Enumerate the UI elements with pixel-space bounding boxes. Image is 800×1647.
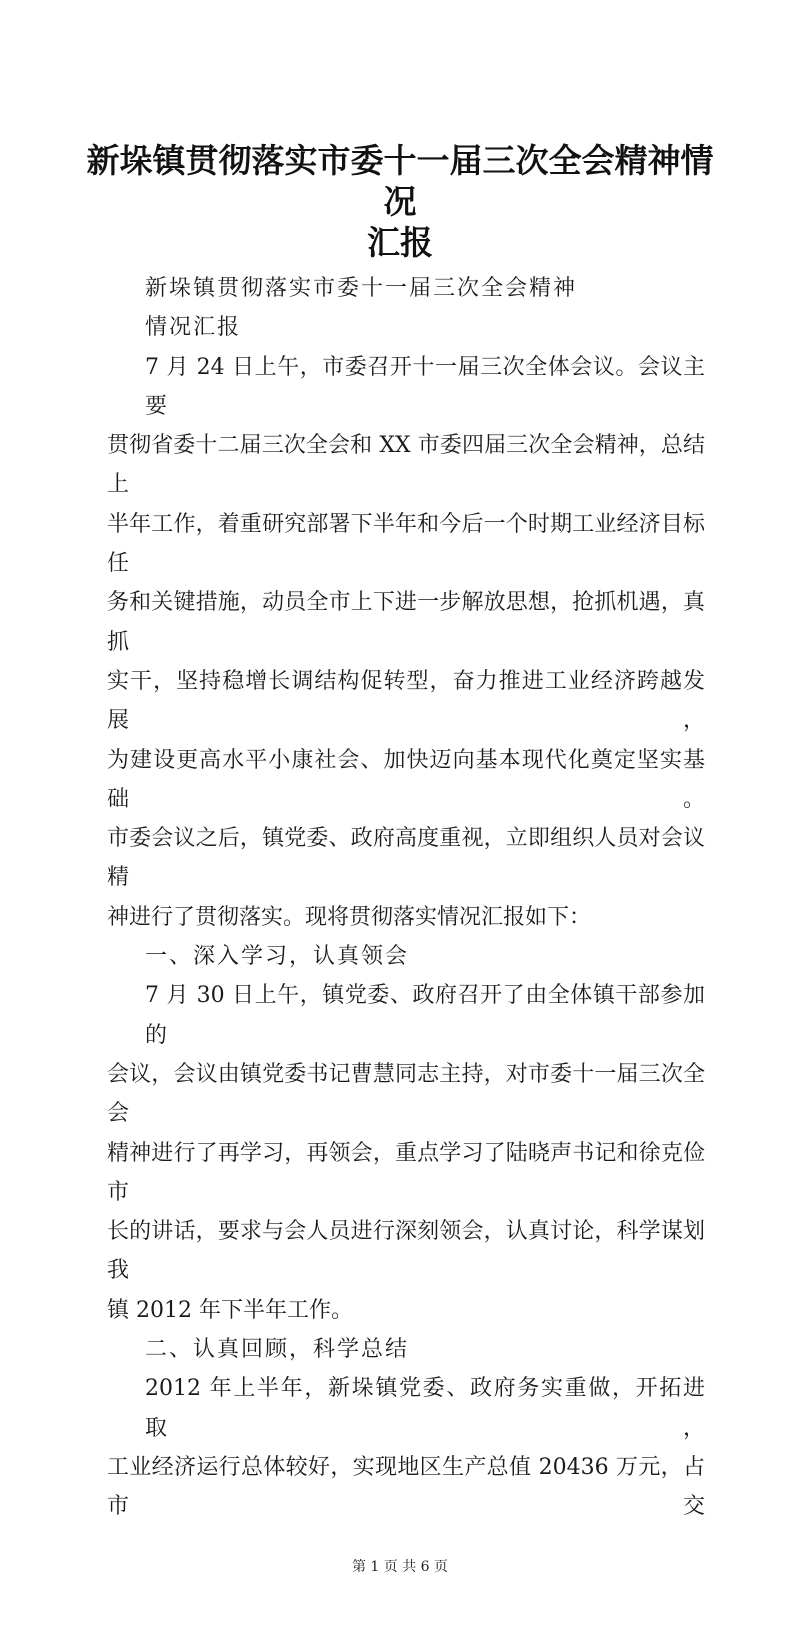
paragraph-line: 务和关键措施，动员全市上下进一步解放思想，抢抓机遇，真抓 [107, 590, 705, 655]
paragraph-line: 神进行了贯彻落实。现将贯彻落实情况汇报如下： [107, 904, 592, 930]
page-number-footer: 第 1 页 共 6 页 [351, 1558, 449, 1575]
paragraph-line: 镇 2012 年下半年工作。 [107, 1297, 353, 1323]
section-heading: 二、认真回顾，科学总结 [145, 1337, 410, 1363]
paragraph-line: 2012 年上半年，新垛镇党委、政府务实重做，开拓进取， [145, 1376, 705, 1441]
subtitle-line-2: 情况汇报 [145, 315, 242, 341]
paragraph-line: 7 月 24 日上午，市委召开十一届三次全体会议。会议主要 [145, 354, 705, 419]
paragraph-line: 为建设更高水平小康社会、加快迈向基本现代化奠定坚实基础。 [107, 747, 705, 812]
document-title-line-1: 新垛镇贯彻落实市委十一届三次全会精神情况 [86, 141, 714, 221]
document-body [107, 348, 705, 1527]
paragraph-line: 长的讲话，要求与会人员进行深刻领会，认真讨论，科学谋划我 [107, 1219, 705, 1284]
section-heading: 一、深入学习，认真领会 [145, 944, 410, 970]
paragraph-line: 贯彻省委十二届三次全会和 XX 市委四届三次全会精神，总结上 [107, 433, 705, 498]
paragraph-line: 精神进行了再学习，再领会，重点学习了陆晓声书记和徐克俭市 [107, 1140, 705, 1205]
paragraph-line: 市委会议之后，镇党委、政府高度重视，立即组织人员对会议精 [107, 826, 705, 891]
document-title-line-2: 汇报 [367, 223, 433, 262]
paragraph-line: 7 月 30 日上午，镇党委、政府召开了由全体镇干部参加的 [145, 983, 705, 1048]
paragraph-line: 会议，会议由镇党委书记曹慧同志主持，对市委十一届三次全会 [107, 1061, 705, 1127]
document-content [107, 269, 705, 1527]
subtitle-line-1: 新垛镇贯彻落实市委十一届三次全会精神 [145, 276, 578, 301]
paragraph-line: 半年工作，着重研究部署下半年和今后一个时期工业经济目标任 [107, 511, 705, 577]
paragraph-line: 工业经济运行总体较好，实现地区生产总值 20436 万元，占市交 [107, 1454, 705, 1520]
paragraph-line: 实干，坚持稳增长调结构促转型，奋力推进工业经济跨越发展， [107, 668, 705, 734]
